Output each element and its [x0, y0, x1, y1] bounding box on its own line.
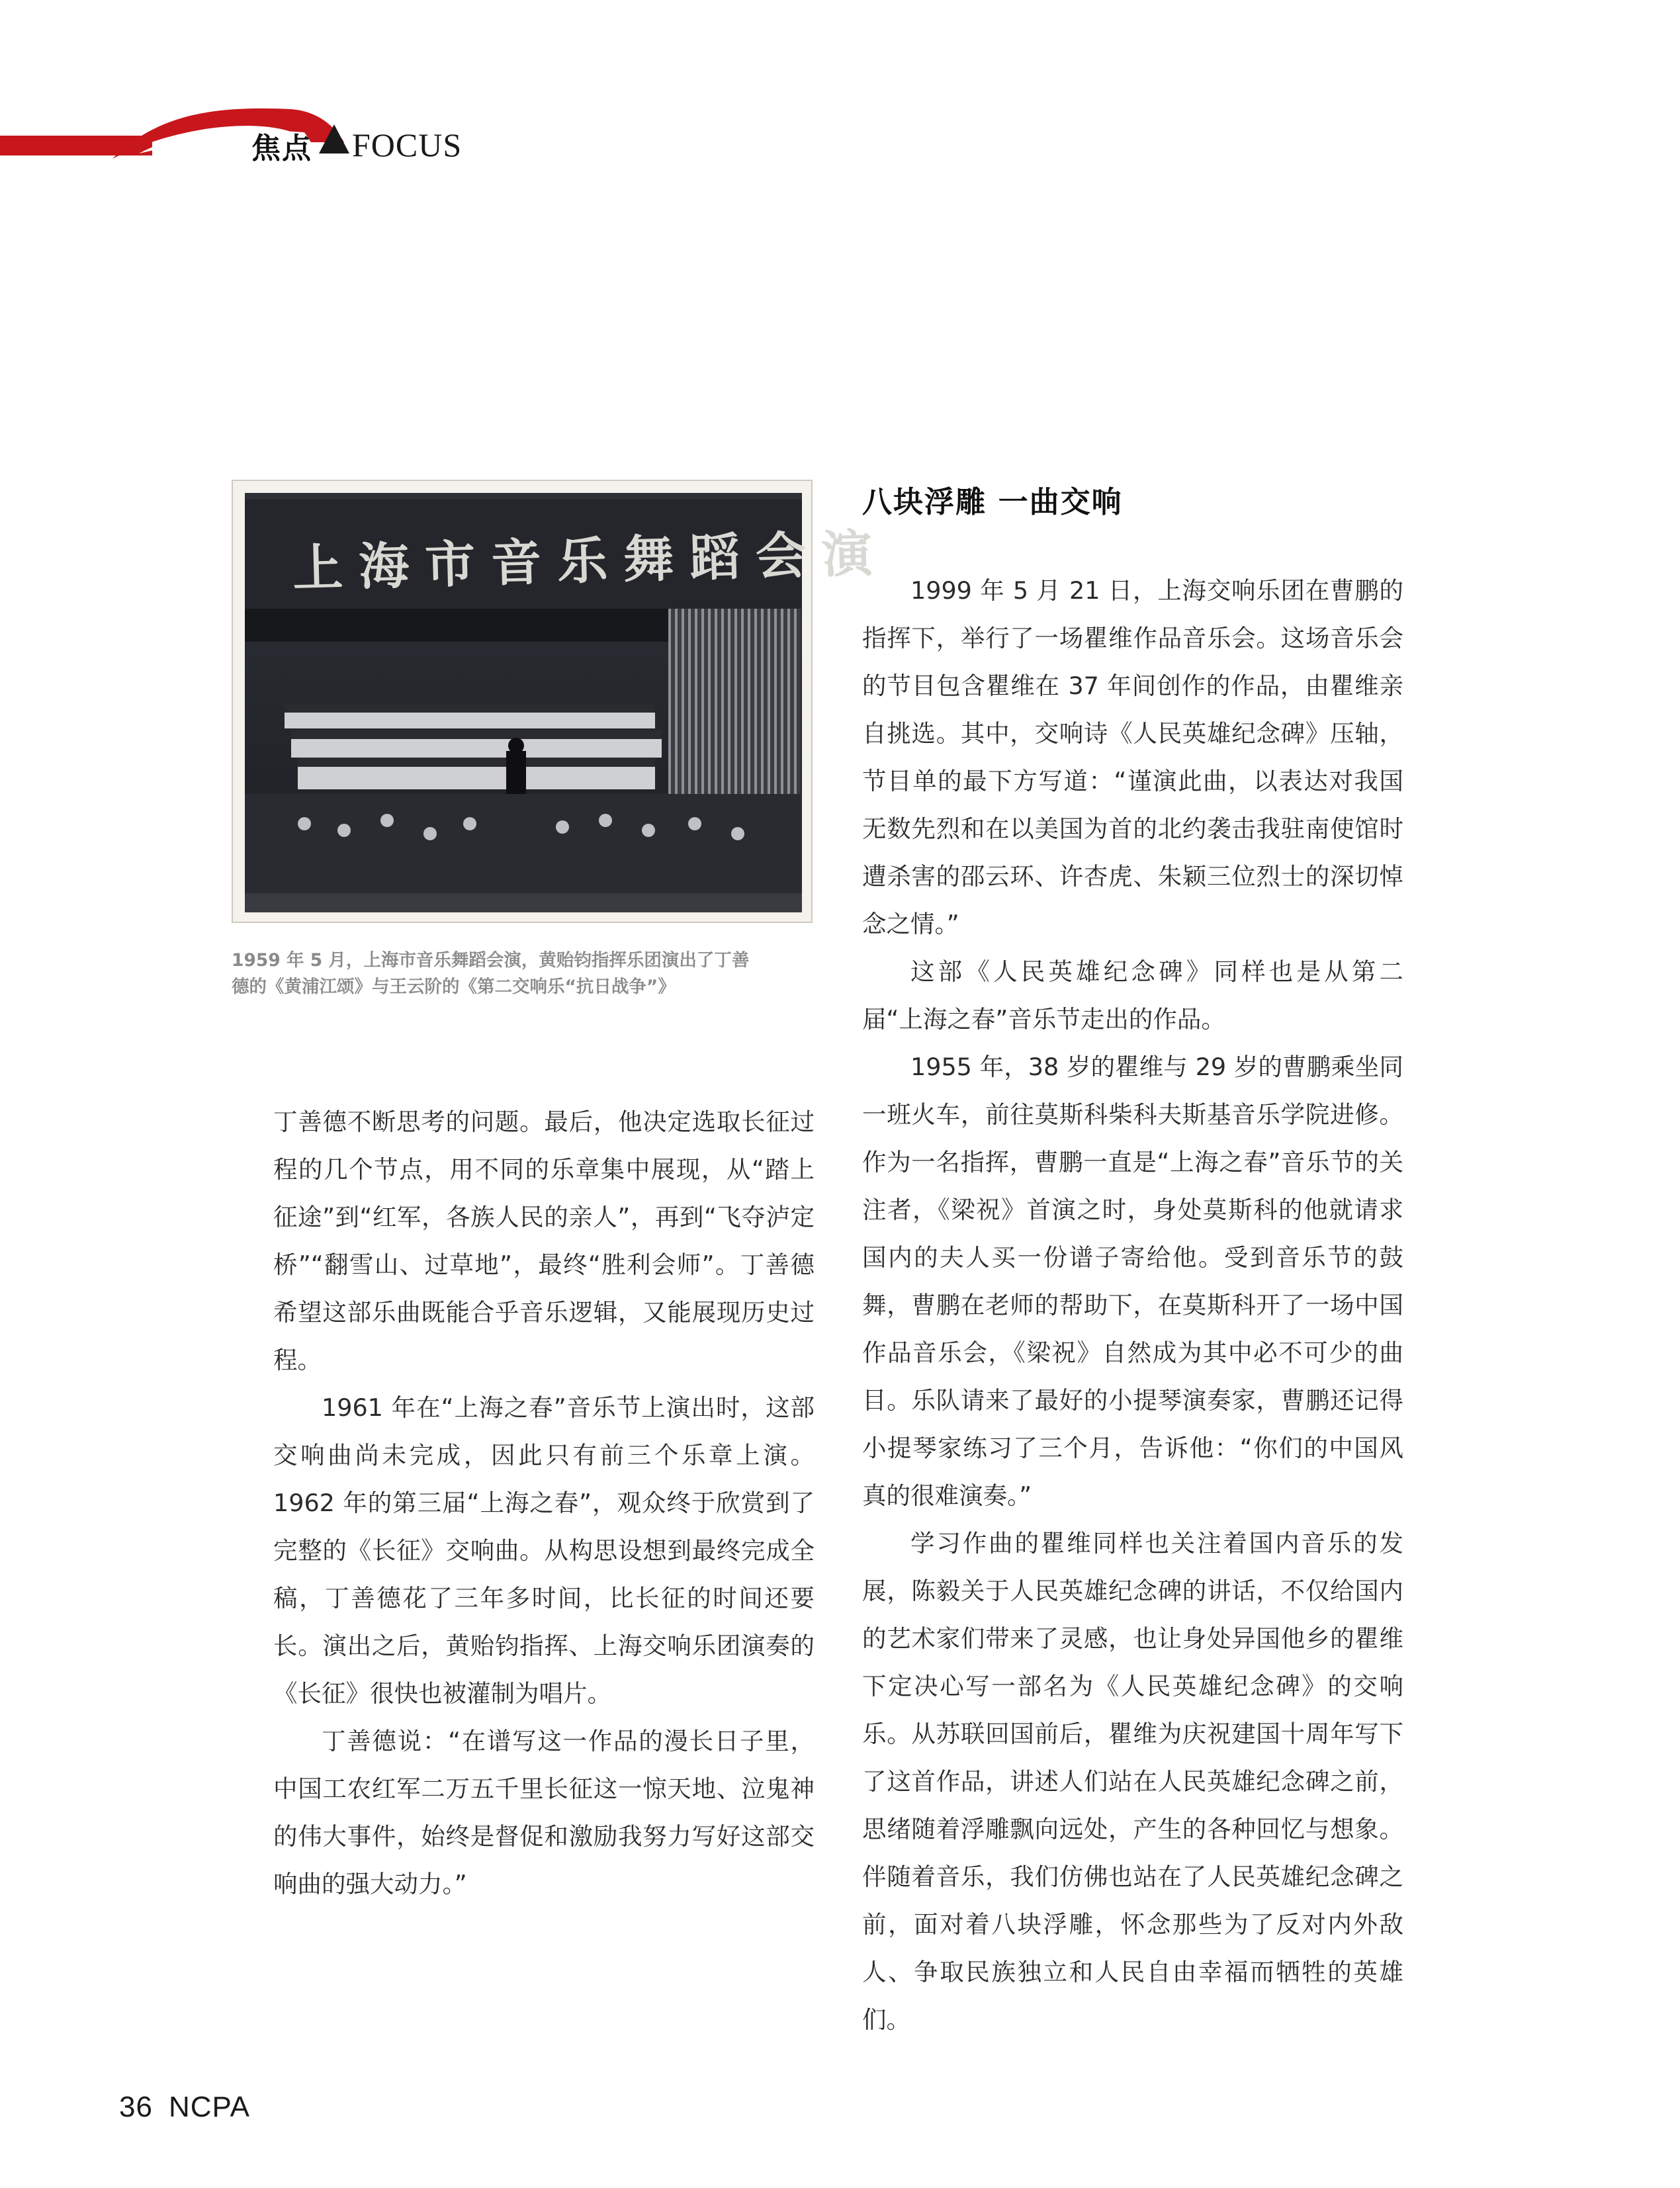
paragraph: 1955 年，38 岁的瞿维与 29 岁的曹鹏乘坐同一班火车，前往莫斯科柴科夫斯基音乐学院进修。作为一名指挥，曹鹏一直是“上海之春”音乐节的关注者，《梁祝》首演之时，身处莫斯科的他就请求国内的夫人买一份谱子寄给他。受到音乐节的鼓舞，曹鹏在老师的帮助下，在莫斯科开了一场中国作品音乐会，《梁祝》自然成为其中必不可少的曲目。乐队请来了最好的小提琴演奏家，曹鹏还记得小提琴家练习了三个月，告诉他：“你们的中国风真的很难演奏。”	[862, 1053, 1403, 1510]
page-header	[0, 0, 1680, 172]
concert-photo	[232, 480, 889, 923]
paragraph: 丁善德不断思考的问题。最后，他决定选取长征过程的几个节点，用不同的乐章集中展现，从“踏上征途”到“红军，各族人民的亲人”，再到“飞夺泸定桥”“翻雪山、过草地”，最终“胜利会师”。丁善德希望这部乐曲既能合乎音乐逻辑，又能展现历史过程。	[273, 1108, 815, 1374]
section-title-en: FOCUS	[352, 126, 463, 163]
magazine-name: NCPA	[168, 2091, 250, 2123]
left-column	[273, 1098, 815, 1908]
paragraph: 学习作曲的瞿维同样也关注着国内音乐的发展，陈毅关于人民英雄纪念碑的讲话，不仅给国内的艺术家们带来了灵感，也让身处异国他乡的瞿维下定决心写一部名为《人民英雄纪念碑》的交响乐。从苏联回国前后，瞿维为庆祝建国十周年写下了这首作品，讲述人们站在人民英雄纪念碑之前，思绪随着浮雕飘向远处，产生的各种回忆与想象。伴随着音乐，我们仿佛也站在了人民英雄纪念碑之前，面对着八块浮雕，怀念那些为了反对内外敌人、争取民族独立和人民自由幸福而牺牲的英雄们。	[862, 1529, 1403, 2034]
section-heading: 八块浮雕 一曲交响	[862, 484, 1123, 519]
photo-caption	[232, 947, 814, 1000]
paragraph: 丁善德说：“在谱写这一作品的漫长日子里，中国工农红军二万五千里长征这一惊天地、泣鬼神的伟大事件，始终是督促和激励我努力写好这部交响曲的强大动力。”	[273, 1727, 815, 1898]
photo-banner-text: 上海市音乐舞蹈会演	[292, 523, 889, 598]
section-title-cn: 焦点	[251, 132, 312, 165]
caption-line: 德的《黄浦江颂》与王云阶的《第二交响乐“抗日战争”》	[232, 977, 676, 997]
right-column	[862, 567, 1403, 2044]
page-number: 36	[119, 2091, 153, 2123]
paragraph: 1999 年 5 月 21 日，上海交响乐团在曹鹏的指挥下，举行了一场瞿维作品音乐会。这场音乐会的节目包含瞿维在 37 年间创作的作品，由瞿维亲自挑选。其中，交响诗《人民英雄纪念碑》压轴，节目单的最下方写道：“谨演此曲，以表达对我国无数先烈和在以美国为首的北约袭击我驻南使馆时遭杀害的邵云环、许杏虎、朱颖三位烈士的深切悼念之情。”	[862, 576, 1403, 938]
caption-line: 1959 年 5 月，上海市音乐舞蹈会演，黄贻钧指挥乐团演出了丁善	[232, 950, 750, 971]
paragraph: 这部《人民英雄纪念碑》同样也是从第二届“上海之春”音乐节走出的作品。	[862, 957, 1403, 1033]
page-footer	[119, 2091, 266, 2124]
paragraph: 1961 年在“上海之春”音乐节上演出时，这部交响曲尚未完成，因此只有前三个乐章上演。1962 年的第三届“上海之春”，观众终于欣赏到了完整的《长征》交响曲。从构思设想到最终完成全稿，丁善德花了三年多时间，比长征的时间还要长。演出之后，黄贻钧指挥、上海交响乐团演奏的《长征》很快也被灌制为唱片。	[273, 1393, 815, 1708]
